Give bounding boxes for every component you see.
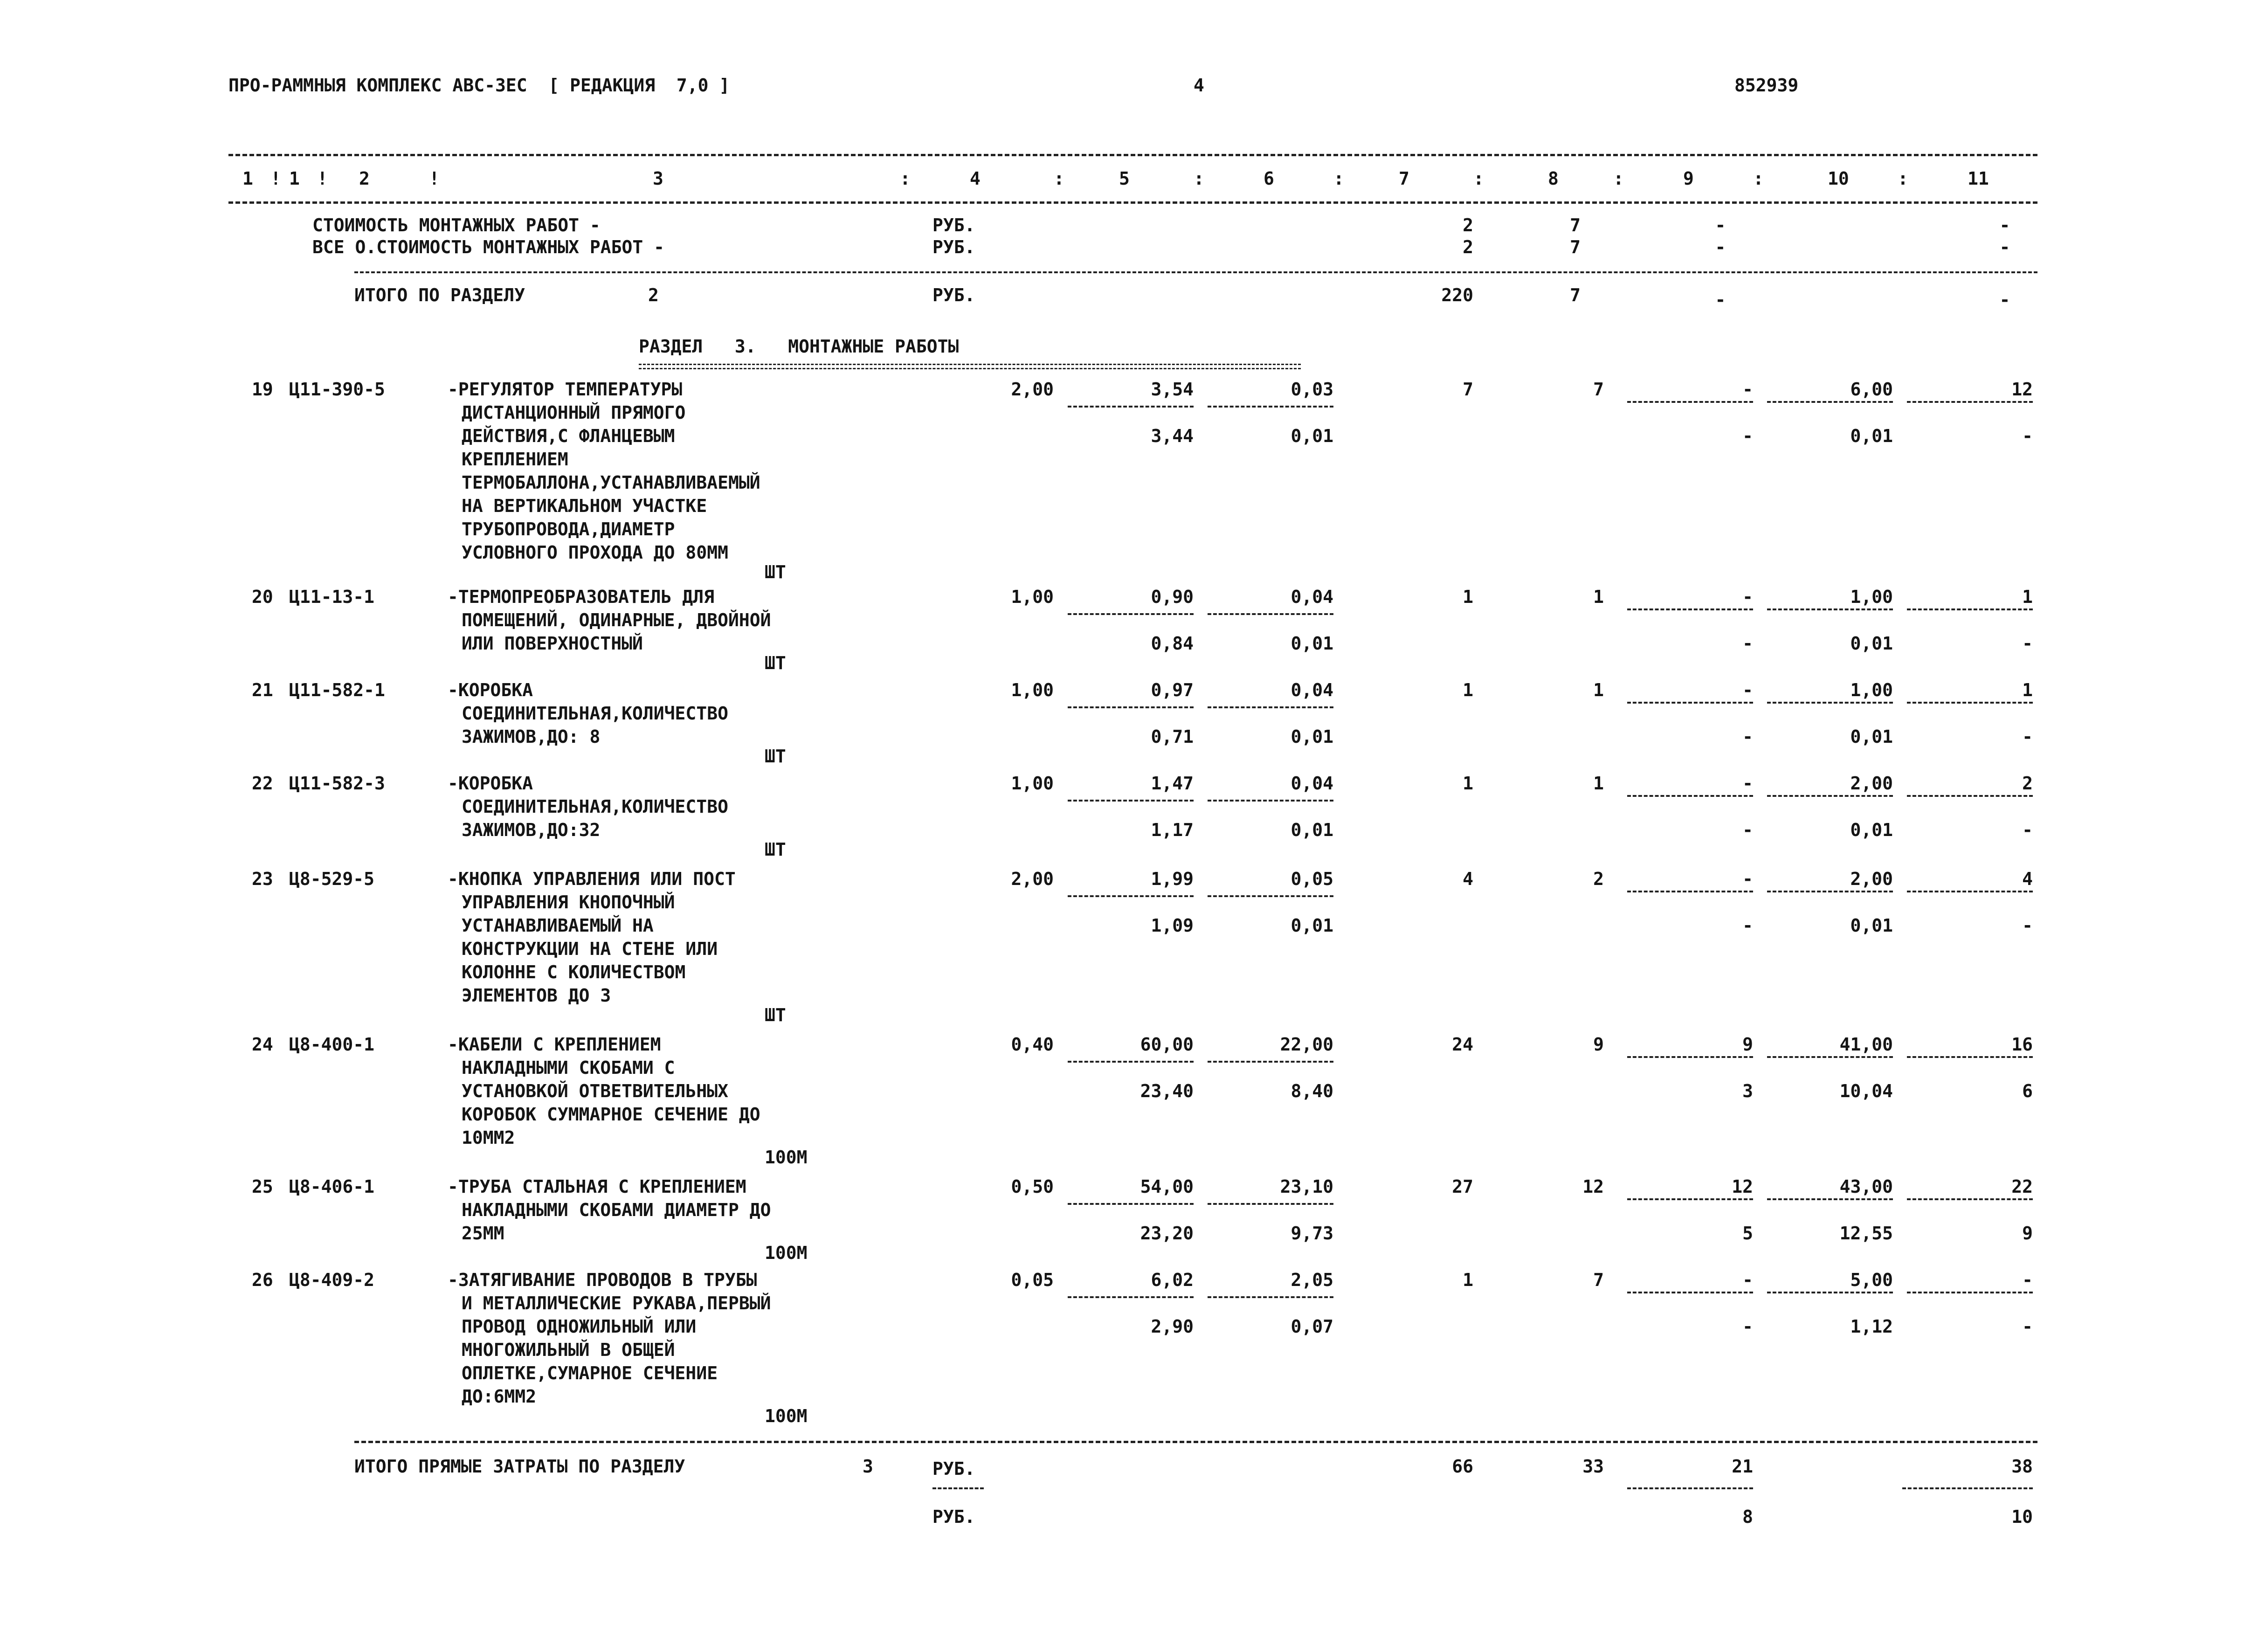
col-8-value: 7 [1570, 215, 1581, 235]
work-description-line: КОЛОННЕ С КОЛИЧЕСТВОМ [462, 962, 686, 982]
work-description-line: НАКЛАДНЫМИ СКОБАМИ С [462, 1058, 675, 1078]
rule [1068, 406, 1194, 408]
rule [1208, 613, 1333, 615]
unit-of-measure: ШТ [765, 746, 786, 767]
work-description-line: ИЛИ ПОВЕРХНОСТНЫЙ [462, 633, 643, 654]
rule [1767, 608, 1893, 610]
col-8-value: 1 [1593, 587, 1604, 607]
column-number: 3 [653, 168, 663, 189]
col-11-value: 1 [2022, 680, 2033, 700]
rule [1907, 401, 2033, 403]
work-description-line: СОЕДИНИТЕЛЬНАЯ,КОЛИЧЕСТВО [462, 703, 728, 724]
work-description-line: -КОРОБКА [448, 680, 533, 700]
col-5-value: 0,90 [1151, 587, 1194, 607]
column-separator: ! [317, 168, 328, 189]
row-number: 22 [252, 773, 273, 794]
rule [1907, 1198, 2033, 1200]
col-7-value: 2 [1463, 215, 1473, 235]
work-description-line: УСТАНОВКОЙ ОТВЕТВИТЕЛЬНЫХ [462, 1081, 728, 1101]
rule [1907, 1056, 2033, 1058]
total-label: ИТОГО ПО РАЗДЕЛУ [354, 285, 525, 305]
rule [1068, 706, 1194, 708]
col-5-value: 3,54 [1151, 379, 1194, 400]
col-6-value: 0,01 [1291, 726, 1333, 747]
column-separator: : [1473, 168, 1484, 189]
rule [1627, 702, 1753, 704]
unit-of-measure: ШТ [765, 1005, 786, 1025]
program-header: ПРО-РАММНЫЯ КОМПЛЕКС АВС-ЗЕС [ РЕДАКЦИЯ 7,0 ] [228, 75, 730, 96]
unit: РУБ. [932, 285, 975, 305]
unit-of-measure: 100М [765, 1406, 808, 1426]
col-6-value: 0,04 [1291, 587, 1333, 607]
rule [1208, 1203, 1333, 1205]
unit: РУБ. [932, 237, 975, 257]
col-7-value: 1 [1463, 680, 1473, 700]
work-description-line: КОНСТРУКЦИИ НА СТЕНЕ ИЛИ [462, 939, 718, 959]
rule [1068, 1296, 1194, 1298]
col-10-value: 1,00 [1850, 587, 1893, 607]
column-separator: ! [270, 168, 281, 189]
rule [1902, 1487, 2033, 1489]
col-8-value: 7 [1593, 1270, 1604, 1290]
rule [1907, 795, 2033, 797]
unit-of-measure: ШТ [765, 839, 786, 860]
col-8-value: 1 [1593, 773, 1604, 794]
col-9-value: - [1715, 215, 1726, 235]
table-top-rule [228, 154, 2037, 156]
col-10-value: 2,00 [1850, 869, 1893, 889]
work-description-line: КРЕПЛЕНИЕМ [462, 449, 568, 470]
col-11-value: 4 [2022, 869, 2033, 889]
col-11-value: - [2022, 915, 2033, 936]
col-5-value: 1,47 [1151, 773, 1194, 794]
rule [1767, 702, 1893, 704]
rate-code: Ц8-400-1 [289, 1034, 375, 1055]
col-5-value: 2,90 [1151, 1316, 1194, 1337]
work-description-line: ЗАЖИМОВ,ДО:32 [462, 820, 601, 840]
col-9-value: - [1742, 869, 1753, 889]
work-description-line: 10ММ2 [462, 1127, 515, 1148]
column-separator: : [1194, 168, 1204, 189]
work-description-line: И МЕТАЛЛИЧЕСКИЕ РУКАВА,ПЕРВЫЙ [462, 1293, 771, 1313]
col-11-value: 22 [2011, 1176, 2033, 1197]
work-description-line: ТРУБОПРОВОДА,ДИАМЕТР [462, 519, 675, 539]
col-6-value: 9,73 [1291, 1223, 1333, 1244]
column-separator: ! [429, 168, 440, 189]
rule [1208, 800, 1333, 802]
row-number: 25 [252, 1176, 273, 1197]
col-9-value: 5 [1742, 1223, 1753, 1244]
column-separator: : [1898, 168, 1908, 189]
col-6-value: 22,00 [1280, 1034, 1333, 1055]
col-7-value: 1 [1463, 1270, 1473, 1290]
work-description-line: 25ММ [462, 1223, 504, 1244]
column-separator: : [1333, 168, 1344, 189]
col-9-value: - [1742, 587, 1753, 607]
col-6-value: 0,01 [1291, 820, 1333, 840]
work-description-line: ЭЛЕМЕНТОВ ДО 3 [462, 985, 611, 1006]
col-5-value: 1,09 [1151, 915, 1194, 936]
col-4-quantity: 1,00 [1011, 680, 1054, 700]
col-11-value: - [1999, 215, 2010, 235]
work-description-line: ПОМЕЩЕНИЙ, ОДИНАРНЫЕ, ДВОЙНОЙ [462, 610, 771, 630]
rule [1627, 608, 1753, 610]
col-4-quantity: 0,05 [1011, 1270, 1054, 1290]
col-5-value: 6,02 [1151, 1270, 1194, 1290]
row-number: 26 [252, 1270, 273, 1290]
rule [1068, 1061, 1194, 1063]
col-5-value: 54,00 [1140, 1176, 1194, 1197]
column-number: 4 [970, 168, 981, 189]
col-8-value: 33 [1582, 1456, 1604, 1477]
bottom-rule [354, 1441, 2037, 1443]
rule [1208, 706, 1333, 708]
col-11-value: 6 [2022, 1081, 2033, 1101]
rule [932, 1487, 984, 1489]
rule [1627, 1198, 1753, 1200]
col-11-value: 2 [2022, 773, 2033, 794]
row-number: 24 [252, 1034, 273, 1055]
summary-label: ВСЕ О.СТОИМОСТЬ МОНТАЖНЫХ РАБОТ - [312, 237, 664, 257]
rule [1907, 702, 2033, 704]
col-11-value: - [2022, 820, 2033, 840]
column-number: 6 [1264, 168, 1274, 189]
col-8-value: 7 [1570, 285, 1581, 305]
col-5-value: 23,40 [1140, 1081, 1194, 1101]
col-10-value: 12,55 [1839, 1223, 1893, 1244]
unit: РУБ. [932, 1458, 975, 1479]
unit-of-measure: 100М [765, 1243, 808, 1263]
work-description-line: ТЕРМОБАЛЛОНА,УСТАНАВЛИВАЕМЫЙ [462, 472, 760, 493]
rule [1767, 1056, 1893, 1058]
col-11-value: 10 [2011, 1507, 2033, 1527]
rule [1907, 608, 2033, 610]
col-6-value: 8,40 [1291, 1081, 1333, 1101]
unit: РУБ. [932, 1507, 975, 1527]
col-11-value: 12 [2011, 379, 2033, 400]
work-description-line: -РЕГУЛЯТОР ТЕМПЕРАТУРЫ [448, 379, 683, 400]
col-11-value: - [1999, 290, 2010, 310]
col-11-value: 16 [2011, 1034, 2033, 1055]
work-description-line: СОЕДИНИТЕЛЬНАЯ,КОЛИЧЕСТВО [462, 796, 728, 817]
col-11-value: - [2022, 1316, 2033, 1337]
col-6-value: 2,05 [1291, 1270, 1333, 1290]
section-title-underline [639, 364, 1301, 369]
col-6-value: 0,05 [1291, 869, 1333, 889]
col-5-value: 0,84 [1151, 633, 1194, 654]
rule [1907, 1292, 2033, 1293]
col-10-value: 1,12 [1850, 1316, 1893, 1337]
rule [1068, 1203, 1194, 1205]
col-9-value: - [1742, 726, 1753, 747]
column-number: 9 [1683, 168, 1694, 189]
col-7-value: 24 [1452, 1034, 1473, 1055]
rate-code: Ц8-529-5 [289, 869, 375, 889]
col-10-value: 0,01 [1850, 915, 1893, 936]
total-label: ИТОГО ПРЯМЫЕ ЗАТРАТЫ ПО РАЗДЕЛУ [354, 1456, 685, 1477]
rule [1907, 891, 2033, 892]
work-description-line: -ТРУБА СТАЛЬНАЯ С КРЕПЛЕНИЕМ [448, 1176, 746, 1197]
work-description-line: КОРОБОК СУММАРНОЕ СЕЧЕНИЕ ДО [462, 1104, 760, 1125]
col-9-value: - [1742, 426, 1753, 446]
column-number: 11 [1968, 168, 1989, 189]
col-9-value: - [1715, 290, 1726, 310]
work-description-line: ЗАЖИМОВ,ДО: 8 [462, 726, 601, 747]
col-9-value: 9 [1742, 1034, 1753, 1055]
unit-of-measure: ШТ [765, 562, 786, 582]
col-8-value: 7 [1570, 237, 1581, 257]
col-11-value: - [2022, 1270, 2033, 1290]
work-description-line: МНОГОЖИЛЬНЫЙ В ОБЩЕЙ [462, 1340, 675, 1360]
rule [1208, 406, 1333, 408]
col-8-value: 9 [1593, 1034, 1604, 1055]
col-9-value: - [1742, 680, 1753, 700]
col-8-value: 2 [1593, 869, 1604, 889]
rate-code: Ц8-409-2 [289, 1270, 375, 1290]
col-6-value: 0,07 [1291, 1316, 1333, 1337]
work-description-line: УСТАНАВЛИВАЕМЫЙ НА [462, 915, 654, 936]
summary-label: СТОИМОСТЬ МОНТАЖНЫХ РАБОТ - [312, 215, 601, 235]
col-8-value: 1 [1593, 680, 1604, 700]
column-separator: : [1613, 168, 1624, 189]
col-10-value: 41,00 [1839, 1034, 1893, 1055]
rate-code: Ц11-582-3 [289, 773, 385, 794]
col-11-value: 38 [2011, 1456, 2033, 1477]
work-description-line: УСЛОВНОГО ПРОХОДА ДО 80ММ [462, 542, 728, 563]
work-description-line: -КНОПКА УПРАВЛЕНИЯ ИЛИ ПОСТ [448, 869, 736, 889]
col-10-value: 10,04 [1839, 1081, 1893, 1101]
rate-code: Ц11-582-1 [289, 680, 385, 700]
col-4-quantity: 2,00 [1011, 869, 1054, 889]
rule [1627, 1487, 1753, 1489]
col-5-value: 0,97 [1151, 680, 1194, 700]
rule [1767, 1198, 1893, 1200]
col-4-quantity: 1,00 [1011, 773, 1054, 794]
rule [1208, 1296, 1333, 1298]
col-7-value: 2 [1463, 237, 1473, 257]
col-7-value: 1 [1463, 587, 1473, 607]
work-description-line: УПРАВЛЕНИЯ КНОПОЧНЫЙ [462, 892, 675, 912]
col-9-value: 3 [1742, 1081, 1753, 1101]
col-11-value: - [2022, 426, 2033, 446]
col-6-value: 0,03 [1291, 379, 1333, 400]
col-4-quantity: 2,00 [1011, 379, 1054, 400]
col-7-value: 220 [1441, 285, 1473, 305]
rule [1767, 1292, 1893, 1293]
column-number: 10 [1828, 168, 1849, 189]
unit-of-measure: ШТ [765, 653, 786, 673]
col-7-value: 7 [1463, 379, 1473, 400]
rule [1068, 800, 1194, 802]
column-number: 1 [242, 168, 253, 189]
work-description-line: ДИСТАНЦИОННЫЙ ПРЯМОГО [462, 402, 686, 423]
col-6-value: 0,01 [1291, 426, 1333, 446]
col-9-value: - [1715, 237, 1726, 257]
column-number: 8 [1548, 168, 1559, 189]
column-number: 7 [1399, 168, 1409, 189]
col-4-quantity: 1,00 [1011, 587, 1054, 607]
col-9-value: - [1742, 773, 1753, 794]
rule [354, 271, 2037, 273]
header-bottom-rule [228, 201, 2037, 204]
column-separator: : [900, 168, 911, 189]
col-8-value: 12 [1582, 1176, 1604, 1197]
col-10-value: 0,01 [1850, 426, 1893, 446]
col-4-quantity: 0,50 [1011, 1176, 1054, 1197]
col-5-value: 1,99 [1151, 869, 1194, 889]
col-10-value: 0,01 [1850, 726, 1893, 747]
rule [1767, 891, 1893, 892]
col-11-value: - [2022, 726, 2033, 747]
rule [1068, 895, 1194, 897]
col-4-quantity: 0,40 [1011, 1034, 1054, 1055]
col-6-value: 0,01 [1291, 915, 1333, 936]
col-9-value: 21 [1732, 1456, 1753, 1477]
work-description-line: ДО:6ММ2 [462, 1386, 537, 1407]
row-number: 23 [252, 869, 273, 889]
work-description-line: ОПЛЕТКЕ,СУМАРНОЕ СЕЧЕНИЕ [462, 1363, 718, 1383]
document-code: 852939 [1734, 75, 1799, 96]
col-11-value: - [2022, 633, 2033, 654]
col-6-value: 0,01 [1291, 633, 1333, 654]
work-description-line: -ЗАТЯГИВАНИЕ ПРОВОДОВ В ТРУБЫ [448, 1270, 757, 1290]
rule [1767, 795, 1893, 797]
section-title: РАЗДЕЛ 3. МОНТАЖНЫЕ РАБОТЫ [639, 336, 959, 357]
row-number: 21 [252, 680, 273, 700]
unit-of-measure: 100М [765, 1147, 808, 1168]
col-9-value: - [1742, 915, 1753, 936]
page-number: 4 [1194, 75, 1204, 96]
col-7-value: 4 [1463, 869, 1473, 889]
unit: РУБ. [932, 215, 975, 235]
rate-code: Ц11-13-1 [289, 587, 375, 607]
column-number: 1 [289, 168, 300, 189]
rule [1208, 1061, 1333, 1063]
col-11-value: 9 [2022, 1223, 2033, 1244]
work-description-line: -ТЕРМОПРЕОБРАЗОВАТЕЛЬ ДЛЯ [448, 587, 714, 607]
rule [1627, 891, 1753, 892]
rule [1627, 1056, 1753, 1058]
column-number: 5 [1119, 168, 1130, 189]
col-10-value: 43,00 [1839, 1176, 1893, 1197]
col-6-value: 23,10 [1280, 1176, 1333, 1197]
rule [1627, 1292, 1753, 1293]
col-7-value: 27 [1452, 1176, 1473, 1197]
work-description-line: НА ВЕРТИКАЛЬНОМ УЧАСТКЕ [462, 496, 707, 516]
col-9-value: 8 [1742, 1507, 1753, 1527]
col-6-value: 0,04 [1291, 680, 1333, 700]
col-9-value: - [1742, 1316, 1753, 1337]
column-number: 2 [359, 168, 370, 189]
col-7-value: 1 [1463, 773, 1473, 794]
rate-code: Ц11-390-5 [289, 379, 385, 400]
rule [1627, 401, 1753, 403]
col-9-value: - [1742, 1270, 1753, 1290]
section-number: 2 [648, 285, 659, 305]
col-9-value: - [1742, 633, 1753, 654]
work-description-line: НАКЛАДНЫМИ СКОБАМИ ДИАМЕТР ДО [462, 1200, 771, 1220]
rule [1627, 795, 1753, 797]
rule [1208, 895, 1333, 897]
column-separator: : [1054, 168, 1064, 189]
col-11-value: - [1999, 237, 2010, 257]
col-5-value: 23,20 [1140, 1223, 1194, 1244]
rule [1767, 401, 1893, 403]
col-6-value: 0,04 [1291, 773, 1333, 794]
column-separator: : [1753, 168, 1764, 189]
col-9-value: 12 [1732, 1176, 1753, 1197]
col-5-value: 3,44 [1151, 426, 1194, 446]
col-10-value: 0,01 [1850, 633, 1893, 654]
work-description-line: ПРОВОД ОДНОЖИЛЬНЫЙ ИЛИ [462, 1316, 697, 1337]
col-10-value: 0,01 [1850, 820, 1893, 840]
rate-code: Ц8-406-1 [289, 1176, 375, 1197]
work-description-line: ДЕЙСТВИЯ,С ФЛАНЦЕВЫМ [462, 426, 675, 446]
work-description-line: -КОРОБКА [448, 773, 533, 794]
work-description-line: -КАБЕЛИ С КРЕПЛЕНИЕМ [448, 1034, 661, 1055]
row-number: 19 [252, 379, 273, 400]
col-5-value: 1,17 [1151, 820, 1194, 840]
col-9-value: - [1742, 820, 1753, 840]
col-7-value: 66 [1452, 1456, 1473, 1477]
col-9-value: - [1742, 379, 1753, 400]
col-8-value: 7 [1593, 379, 1604, 400]
col-10-value: 2,00 [1850, 773, 1893, 794]
col-11-value: 1 [2022, 587, 2033, 607]
row-number: 20 [252, 587, 273, 607]
section-number: 3 [863, 1456, 873, 1477]
col-5-value: 60,00 [1140, 1034, 1194, 1055]
col-5-value: 0,71 [1151, 726, 1194, 747]
rule [1068, 613, 1194, 615]
col-10-value: 6,00 [1850, 379, 1893, 400]
col-10-value: 1,00 [1850, 680, 1893, 700]
col-10-value: 5,00 [1850, 1270, 1893, 1290]
